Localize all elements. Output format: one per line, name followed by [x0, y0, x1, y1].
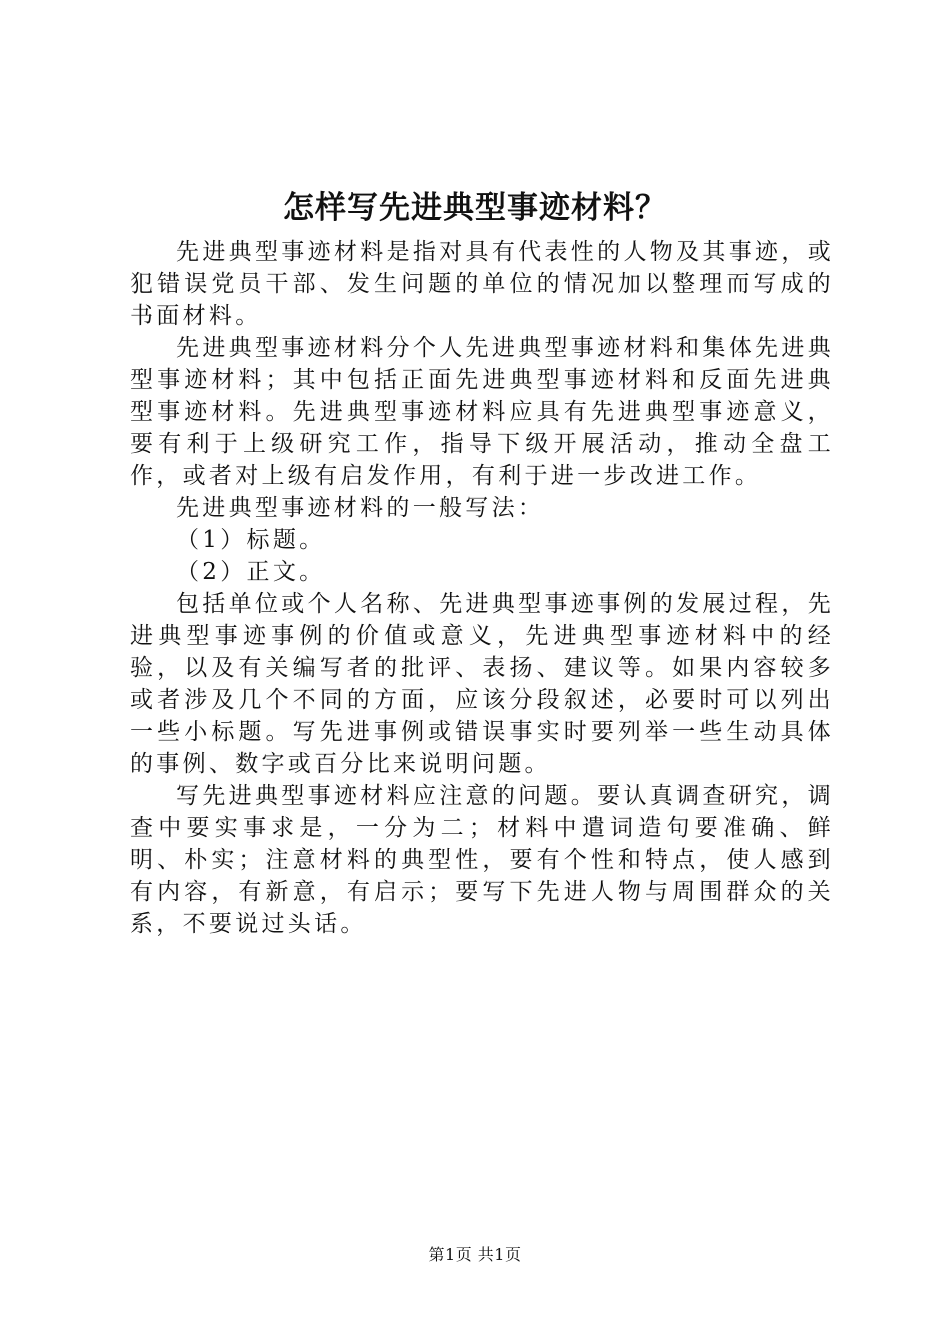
- paragraph-body-content: 包括单位或个人名称、先进典型事迹事例的发展过程，先进典型事迹事例的价值或意义，先进典型事迹材料中的经验，以及有关编写者的批评、表扬、建议等。如果内容较多或者涉及几个不同的方面，应该分段叙述，必要时可以列出一些小标题。写先进事例或错误事实时要列举一些生动具体的事例、数字或百分比来说明问题。: [130, 591, 834, 777]
- document-title: 怎样写先进典型事迹材料？: [283, 190, 667, 226]
- list-item-body: （2）正文。: [176, 559, 326, 585]
- paragraph-writing-method: 先进典型事迹材料的一般写法：: [176, 495, 545, 521]
- list-item-title: （1）标题。: [176, 527, 326, 553]
- paragraph-classification: 先进典型事迹材料分个人先进典型事迹材料和集体先进典型事迹材料；其中包括正面先进典型事迹材料和反面先进典型事迹材料。先进典型事迹材料应具有先进典型事迹意义，要有利于上级研究工作，指导下级开展活动，推动全盘工作，或者对上级有启发作用，有利于进一步改进工作。: [130, 335, 834, 489]
- paragraph-definition: 先进典型事迹材料是指对具有代表性的人物及其事迹，或犯错误党员干部、发生问题的单位的情况加以整理而写成的书面材料。: [130, 239, 834, 329]
- page-footer: 第1页 共1页: [428, 1245, 522, 1264]
- document-body: [130, 236, 834, 940]
- paragraph-notes: 写先进典型事迹材料应注意的问题。要认真调查研究，调查中要实事求是，一分为二；材料中遣词造句要准确、鲜明、朴实；注意材料的典型性，要有个性和特点，使人感到有内容，有新意，有启示；要写下先进人物与周围群众的关系，不要说过头话。: [130, 783, 834, 937]
